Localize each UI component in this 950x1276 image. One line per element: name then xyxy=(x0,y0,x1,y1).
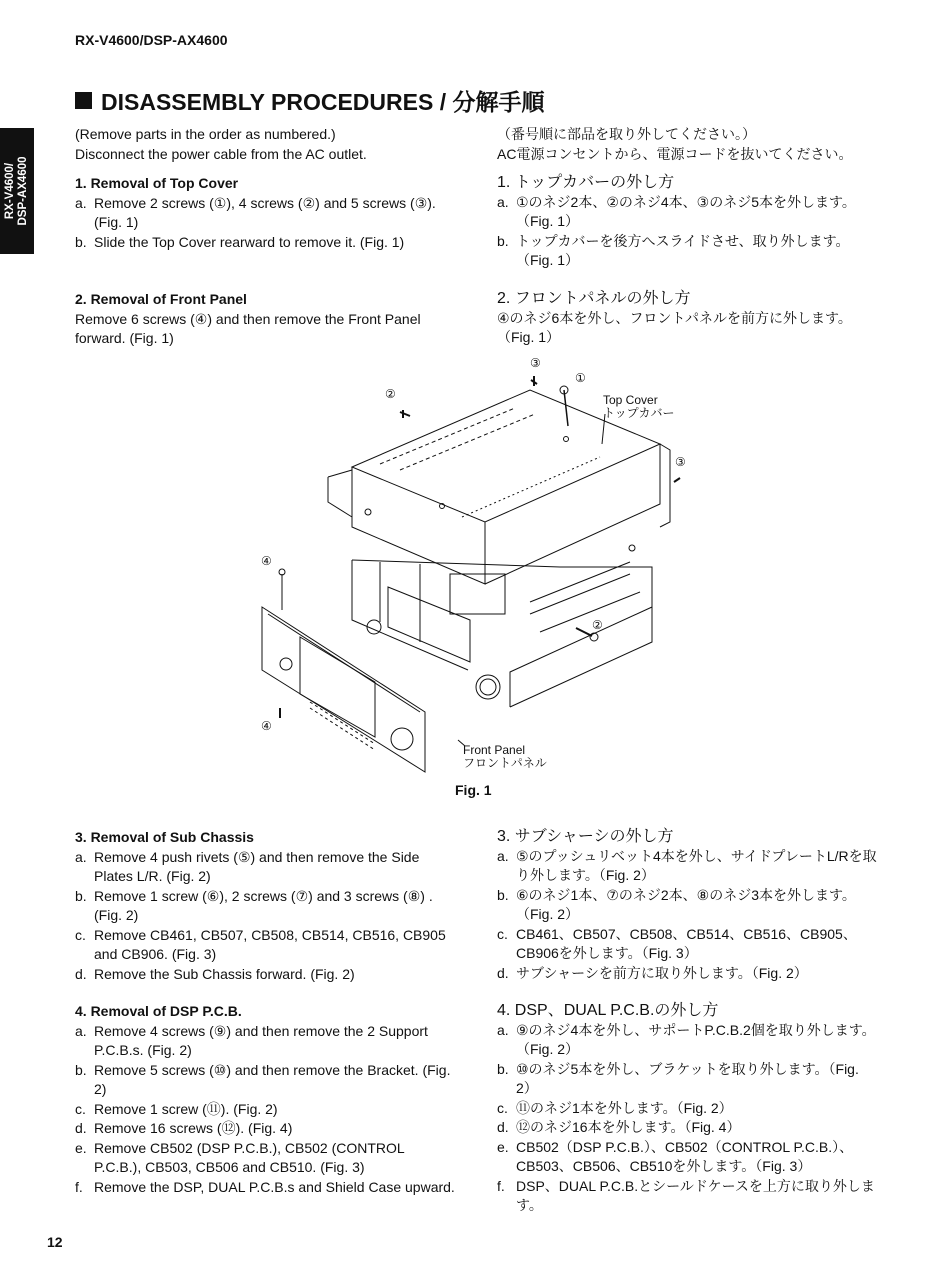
item-label: d. xyxy=(75,965,87,982)
list-item xyxy=(497,232,877,271)
callout-4: ④ xyxy=(261,554,272,568)
item-text: トップカバーを後方へスライドさせ、取り外します。（Fig. 1） xyxy=(516,232,850,268)
item-label: b. xyxy=(75,233,87,250)
item-text: ①のネジ2本、②のネジ4本、③のネジ5本を外します。（Fig. 1） xyxy=(516,193,856,229)
callout-1: ① xyxy=(575,371,586,385)
list-item xyxy=(497,1060,877,1099)
item-label: c. xyxy=(75,1100,86,1117)
section-1-en xyxy=(75,174,455,252)
item-text: ⑪のネジ1本を外します。（Fig. 2） xyxy=(516,1099,733,1116)
list-item xyxy=(75,926,455,965)
item-label: d. xyxy=(497,964,509,981)
section-4-jp xyxy=(497,1001,877,1216)
section-title: 3. サブシャーシの外し方 xyxy=(497,828,674,845)
item-text: CB461、CB507、CB508、CB514、CB516、CB905、CB906を外します。（Fig. 3） xyxy=(516,925,857,961)
list-item xyxy=(75,1139,455,1178)
list-item xyxy=(75,233,455,253)
item-label: b. xyxy=(497,886,509,903)
item-text: ⑩のネジ5本を外し、ブラケットを取り外します。（Fig. 2） xyxy=(516,1060,859,1096)
top-cover-label-jp: トップカバー xyxy=(603,406,675,420)
section-title: 1. Removal of Top Cover xyxy=(75,175,239,191)
front-panel-label xyxy=(463,744,547,770)
item-label: c. xyxy=(497,1099,508,1116)
intro-line: Disconnect the power cable from the AC outlet. xyxy=(75,145,367,162)
section-title: 4. DSP、DUAL P.C.B.の外し方 xyxy=(497,1002,719,1019)
section-3-jp xyxy=(497,827,877,983)
bullet-square-icon xyxy=(75,92,92,109)
section-title: 2. Removal of Front Panel xyxy=(75,291,247,307)
intro-jp xyxy=(497,125,877,164)
item-text: ⑨のネジ4本を外し、サポートP.C.B.2個を取り外します。（Fig. 2） xyxy=(516,1021,876,1057)
list-item xyxy=(75,887,455,926)
list-item xyxy=(497,925,877,964)
list-item xyxy=(75,1061,455,1100)
item-text: Remove 16 screws (⑫). (Fig. 4) xyxy=(94,1120,293,1136)
item-label: f. xyxy=(75,1178,83,1195)
item-label: a. xyxy=(497,847,509,864)
item-label: a. xyxy=(75,848,87,865)
item-text: Remove 2 screws (①), 4 screws (②) and 5 screws (③). (Fig. 1) xyxy=(94,194,436,230)
item-label: e. xyxy=(497,1138,509,1155)
side-tab-line2: DSP-AX4600 xyxy=(17,156,29,226)
item-label: d. xyxy=(75,1120,87,1136)
intro-en xyxy=(75,125,455,164)
section-4-en xyxy=(75,1002,455,1197)
list-item xyxy=(497,1099,877,1119)
item-text: Remove 1 screw (⑥), 2 screws (⑦) and 3 screws (⑧) . (Fig. 2) xyxy=(94,887,433,923)
section-1-jp xyxy=(497,173,877,271)
item-text: Slide the Top Cover rearward to remove it. (Fig. 1) xyxy=(94,233,405,250)
callout-3: ③ xyxy=(675,455,686,469)
item-text: CB502（DSP P.C.B.）、CB502（CONTROL P.C.B.）、CB503、CB506、CB510を外します。（Fig. 3） xyxy=(516,1138,854,1174)
item-text: ⑤のプッシュリベット4本を外し、サイドプレートL/Rを取り外します。（Fig. 2） xyxy=(516,847,877,883)
callout-4: ④ xyxy=(261,719,272,733)
list-item xyxy=(75,848,455,887)
list-item xyxy=(497,1177,877,1216)
list-item xyxy=(75,1119,455,1139)
list-item xyxy=(75,194,455,233)
side-tab-label xyxy=(4,156,30,225)
list-item xyxy=(497,1138,877,1177)
item-text: サブシャーシを前方に取り外します。（Fig. 2） xyxy=(516,964,808,981)
item-text: Remove the DSP, DUAL P.C.B.s and Shield Case upward. xyxy=(94,1178,455,1195)
section-2-en xyxy=(75,290,455,349)
side-tab xyxy=(0,128,34,254)
item-text: Remove 4 push rivets (⑤) and then remove the Side Plates L/R. (Fig. 2) xyxy=(94,848,420,884)
chassis-drawing xyxy=(352,560,652,707)
section-title: 1. トップカバーの外し方 xyxy=(497,174,675,191)
callout-2: ② xyxy=(385,387,396,401)
intro-line: (Remove parts in the order as numbered.) xyxy=(75,126,336,142)
list-item xyxy=(75,965,455,985)
item-label: e. xyxy=(75,1139,87,1156)
item-label: a. xyxy=(497,193,509,210)
item-text: Remove 5 screws (⑩) and then remove the Bracket. (Fig. 2) xyxy=(94,1061,451,1097)
section-title: 3. Removal of Sub Chassis xyxy=(75,829,254,845)
callout-2: ② xyxy=(592,618,603,632)
section-title: 4. Removal of DSP P.C.B. xyxy=(75,1003,242,1019)
top-cover-label-en: Top Cover xyxy=(603,393,658,407)
figure-caption: Fig. 1 xyxy=(455,782,492,798)
side-tab-line1: RX-V4600/ xyxy=(4,162,16,220)
item-text: Remove the Sub Chassis forward. (Fig. 2) xyxy=(94,965,355,982)
list-item xyxy=(497,847,877,886)
item-label: a. xyxy=(75,1022,87,1039)
list-item xyxy=(497,1021,877,1060)
item-text: ⑫のネジ16本を外します。（Fig. 4） xyxy=(516,1119,741,1135)
model-header: RX-V4600/DSP-AX4600 xyxy=(75,32,228,48)
list-item xyxy=(75,1022,455,1061)
item-text: Remove CB461, CB507, CB508, CB514, CB516, CB905 and CB906. (Fig. 3) xyxy=(94,926,446,962)
item-label: a. xyxy=(497,1021,509,1038)
section-text: ④のネジ6本を外し、フロントパネルを前方に外します。（Fig. 1） xyxy=(497,309,852,345)
list-item xyxy=(75,1178,455,1198)
item-text: Remove CB502 (DSP P.C.B.), CB502 (CONTROL P.C.B.), CB503, CB506 and CB510. (Fig. 3) xyxy=(94,1139,405,1175)
section-3-en xyxy=(75,828,455,984)
page-title-text: DISASSEMBLY PROCEDURES / 分解手順 xyxy=(101,89,545,115)
item-label: f. xyxy=(497,1177,505,1194)
list-item xyxy=(497,1118,877,1138)
section-2-jp xyxy=(497,289,877,348)
item-text: Remove 4 screws (⑨) and then remove the 2 Support P.C.B.s. (Fig. 2) xyxy=(94,1022,428,1058)
item-label: b. xyxy=(497,1060,509,1077)
front-panel-label-en: Front Panel xyxy=(463,743,526,757)
page-title xyxy=(75,84,544,117)
item-label: c. xyxy=(75,926,86,943)
item-label: b. xyxy=(75,887,87,904)
page-number: 12 xyxy=(47,1234,63,1250)
item-label: b. xyxy=(75,1061,87,1078)
list-item xyxy=(497,886,877,925)
top-cover-label xyxy=(603,394,675,420)
item-text: ⑥のネジ1本、⑦のネジ2本、⑧のネジ3本を外します。（Fig. 2） xyxy=(516,886,856,922)
list-item xyxy=(75,1100,455,1120)
list-item xyxy=(497,964,877,984)
item-label: b. xyxy=(497,232,509,249)
front-panel-label-jp: フロントパネル xyxy=(463,756,547,770)
section-title: 2. フロントパネルの外し方 xyxy=(497,290,691,307)
item-label: d. xyxy=(497,1119,509,1135)
callout-3: ③ xyxy=(530,356,541,370)
item-label: c. xyxy=(497,925,508,942)
item-text: DSP、DUAL P.C.B.とシールドケースを上方に取り外します。 xyxy=(516,1177,875,1213)
item-text: Remove 1 screw (⑪). (Fig. 2) xyxy=(94,1100,278,1117)
intro-line: （番号順に部品を取り外してください。） xyxy=(497,126,756,142)
intro-line: AC電源コンセントから、電源コードを抜いてください。 xyxy=(497,145,853,162)
list-item xyxy=(497,193,877,232)
section-text: Remove 6 screws (④) and then remove the Front Panel forward. (Fig. 1) xyxy=(75,310,421,346)
front-panel-drawing xyxy=(262,607,425,772)
item-label: a. xyxy=(75,194,87,211)
